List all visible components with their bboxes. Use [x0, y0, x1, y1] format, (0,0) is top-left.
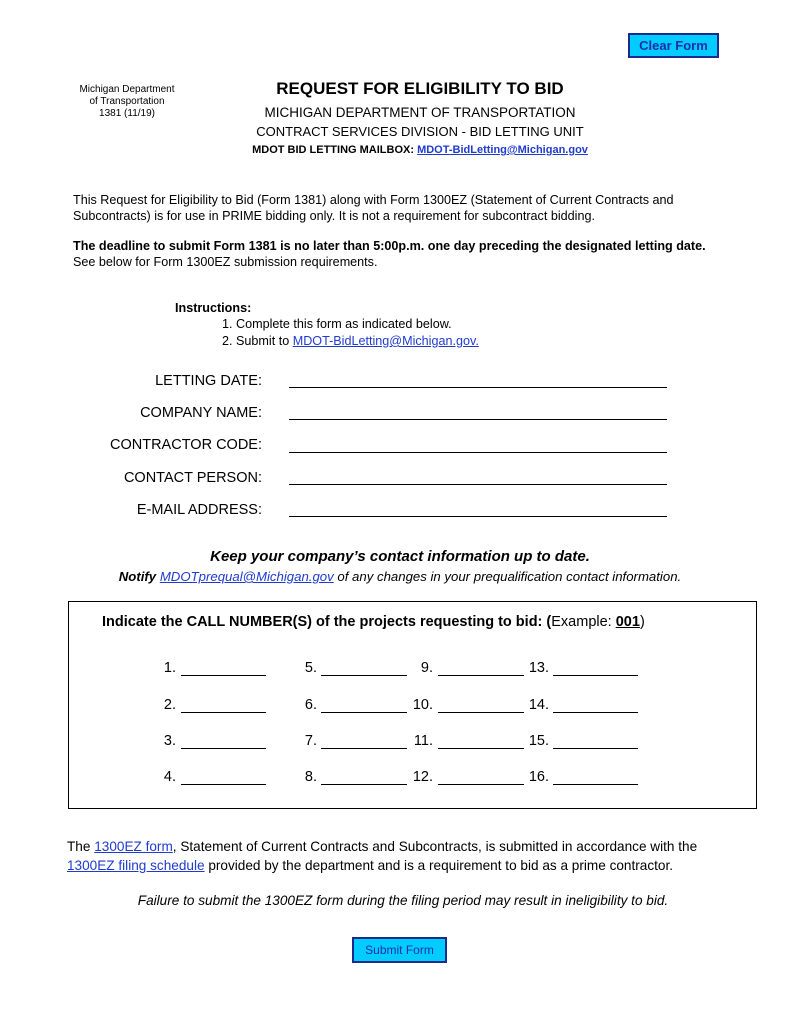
call-number-input-4[interactable] [181, 784, 266, 785]
contact-notice-line [0, 569, 800, 584]
call-number-label-5: 5. [304, 660, 317, 676]
letting-date-input[interactable] [289, 387, 667, 388]
call-number-label-6: 6. [304, 697, 317, 713]
call-number-label-10: 10. [412, 697, 433, 713]
contact-notice-heading: Keep your company’s contact information up to date. [210, 548, 590, 565]
footer-text2: provided by the department and is a requirement to bid as a prime contractor. [204, 858, 674, 873]
submit-form-button[interactable]: Submit Form [352, 937, 447, 963]
instruction-step-2 [222, 334, 479, 348]
call-number-label-14: 14. [528, 697, 549, 713]
mailbox-line [0, 144, 800, 156]
footer-text1: , Statement of Current Contracts and Subcontracts, is submitted in accordance with the [172, 839, 698, 854]
call-number-label-9: 9. [420, 660, 433, 676]
letting-date-label: LETTING DATE: [155, 373, 262, 389]
subtitle-division: CONTRACT SERVICES DIVISION - BID LETTING UNIT [256, 124, 584, 139]
page-title: REQUEST FOR ELIGIBILITY TO BID [276, 79, 564, 98]
call-number-heading-bold: Indicate the CALL NUMBER(S) of the projects requesting to bid: ( [102, 614, 552, 630]
call-number-label-3: 3. [163, 733, 176, 749]
footer-line1 [67, 839, 767, 854]
company-name-input[interactable] [289, 419, 667, 420]
call-number-input-14[interactable] [553, 712, 638, 713]
call-number-input-15[interactable] [553, 748, 638, 749]
call-number-input-1[interactable] [181, 675, 266, 676]
call-number-input-2[interactable] [181, 712, 266, 713]
example-label: Example: [551, 614, 616, 630]
call-number-label-12: 12. [412, 769, 433, 785]
mailbox-email-link[interactable]: MDOT-BidLetting@Michigan.gov [417, 144, 588, 156]
call-number-label-8: 8. [304, 769, 317, 785]
intro-line1: This Request for Eligibility to Bid (Form 1381) along with Form 1300EZ (Statement of Current Contracts and [73, 193, 674, 207]
call-number-label-11: 11. [413, 733, 433, 749]
call-number-heading [102, 614, 645, 630]
see-below-note: See below for Form 1300EZ submission requirements. [73, 255, 378, 269]
form-1300ez-link[interactable]: 1300EZ form [94, 839, 173, 854]
mailbox-label: MDOT BID LETTING MAILBOX: [252, 144, 418, 156]
contact-person-label: CONTACT PERSON: [123, 470, 262, 486]
ineligibility-warning: Failure to submit the 1300EZ form during the filing period may result in ineligibility to bid. [137, 893, 669, 908]
footer-the: The [67, 839, 95, 854]
department-name-line1: Michigan Department [79, 84, 175, 95]
filing-schedule-link[interactable]: 1300EZ filing schedule [67, 858, 205, 873]
call-number-label-1: 1. [163, 660, 176, 676]
email-address-input[interactable] [289, 516, 667, 517]
instruction-email-link[interactable]: MDOT-BidLetting@Michigan.gov. [292, 334, 479, 348]
call-number-label-7: 7. [304, 733, 317, 749]
department-name-line2: of Transportation [89, 96, 165, 107]
contractor-code-input[interactable] [289, 452, 667, 453]
subtitle-department: MICHIGAN DEPARTMENT OF TRANSPORTATION [264, 105, 576, 120]
instruction-step-2-text: 2. Submit to [222, 334, 293, 348]
instructions-heading: Instructions: [175, 301, 252, 315]
footer-line2 [67, 858, 767, 873]
example-value: 001 [615, 614, 640, 630]
form-code: 1381 (11/19) [99, 108, 155, 119]
close-paren: ) [639, 614, 645, 630]
call-number-label-16: 16. [528, 769, 549, 785]
call-number-input-16[interactable] [553, 784, 638, 785]
call-number-input-3[interactable] [181, 748, 266, 749]
contact-notice-suffix: of any changes in your prequalification contact information. [333, 569, 682, 584]
call-number-input-13[interactable] [553, 675, 638, 676]
contact-person-input[interactable] [289, 484, 667, 485]
intro-line2: Subcontracts) is for use in PRIME bidding only. It is not a requirement for subcontract bidding. [73, 209, 595, 223]
company-name-label: COMPANY NAME: [140, 405, 262, 421]
deadline-notice: The deadline to submit Form 1381 is no later than 5:00p.m. one day preceding the designated letting date. [73, 239, 706, 253]
contractor-code-label: CONTRACTOR CODE: [110, 437, 262, 453]
notify-word: Notify [118, 569, 160, 584]
call-number-label-4: 4. [163, 769, 176, 785]
call-number-label-15: 15. [528, 733, 549, 749]
instruction-step-1: 1. Complete this form as indicated below. [222, 317, 452, 331]
call-number-label-13: 13. [528, 660, 549, 676]
clear-form-button[interactable]: Clear Form [628, 33, 719, 58]
call-number-label-2: 2. [163, 697, 176, 713]
email-address-label: E-MAIL ADDRESS: [136, 502, 262, 518]
prequal-email-link[interactable]: MDOTprequal@Michigan.gov [159, 569, 334, 584]
